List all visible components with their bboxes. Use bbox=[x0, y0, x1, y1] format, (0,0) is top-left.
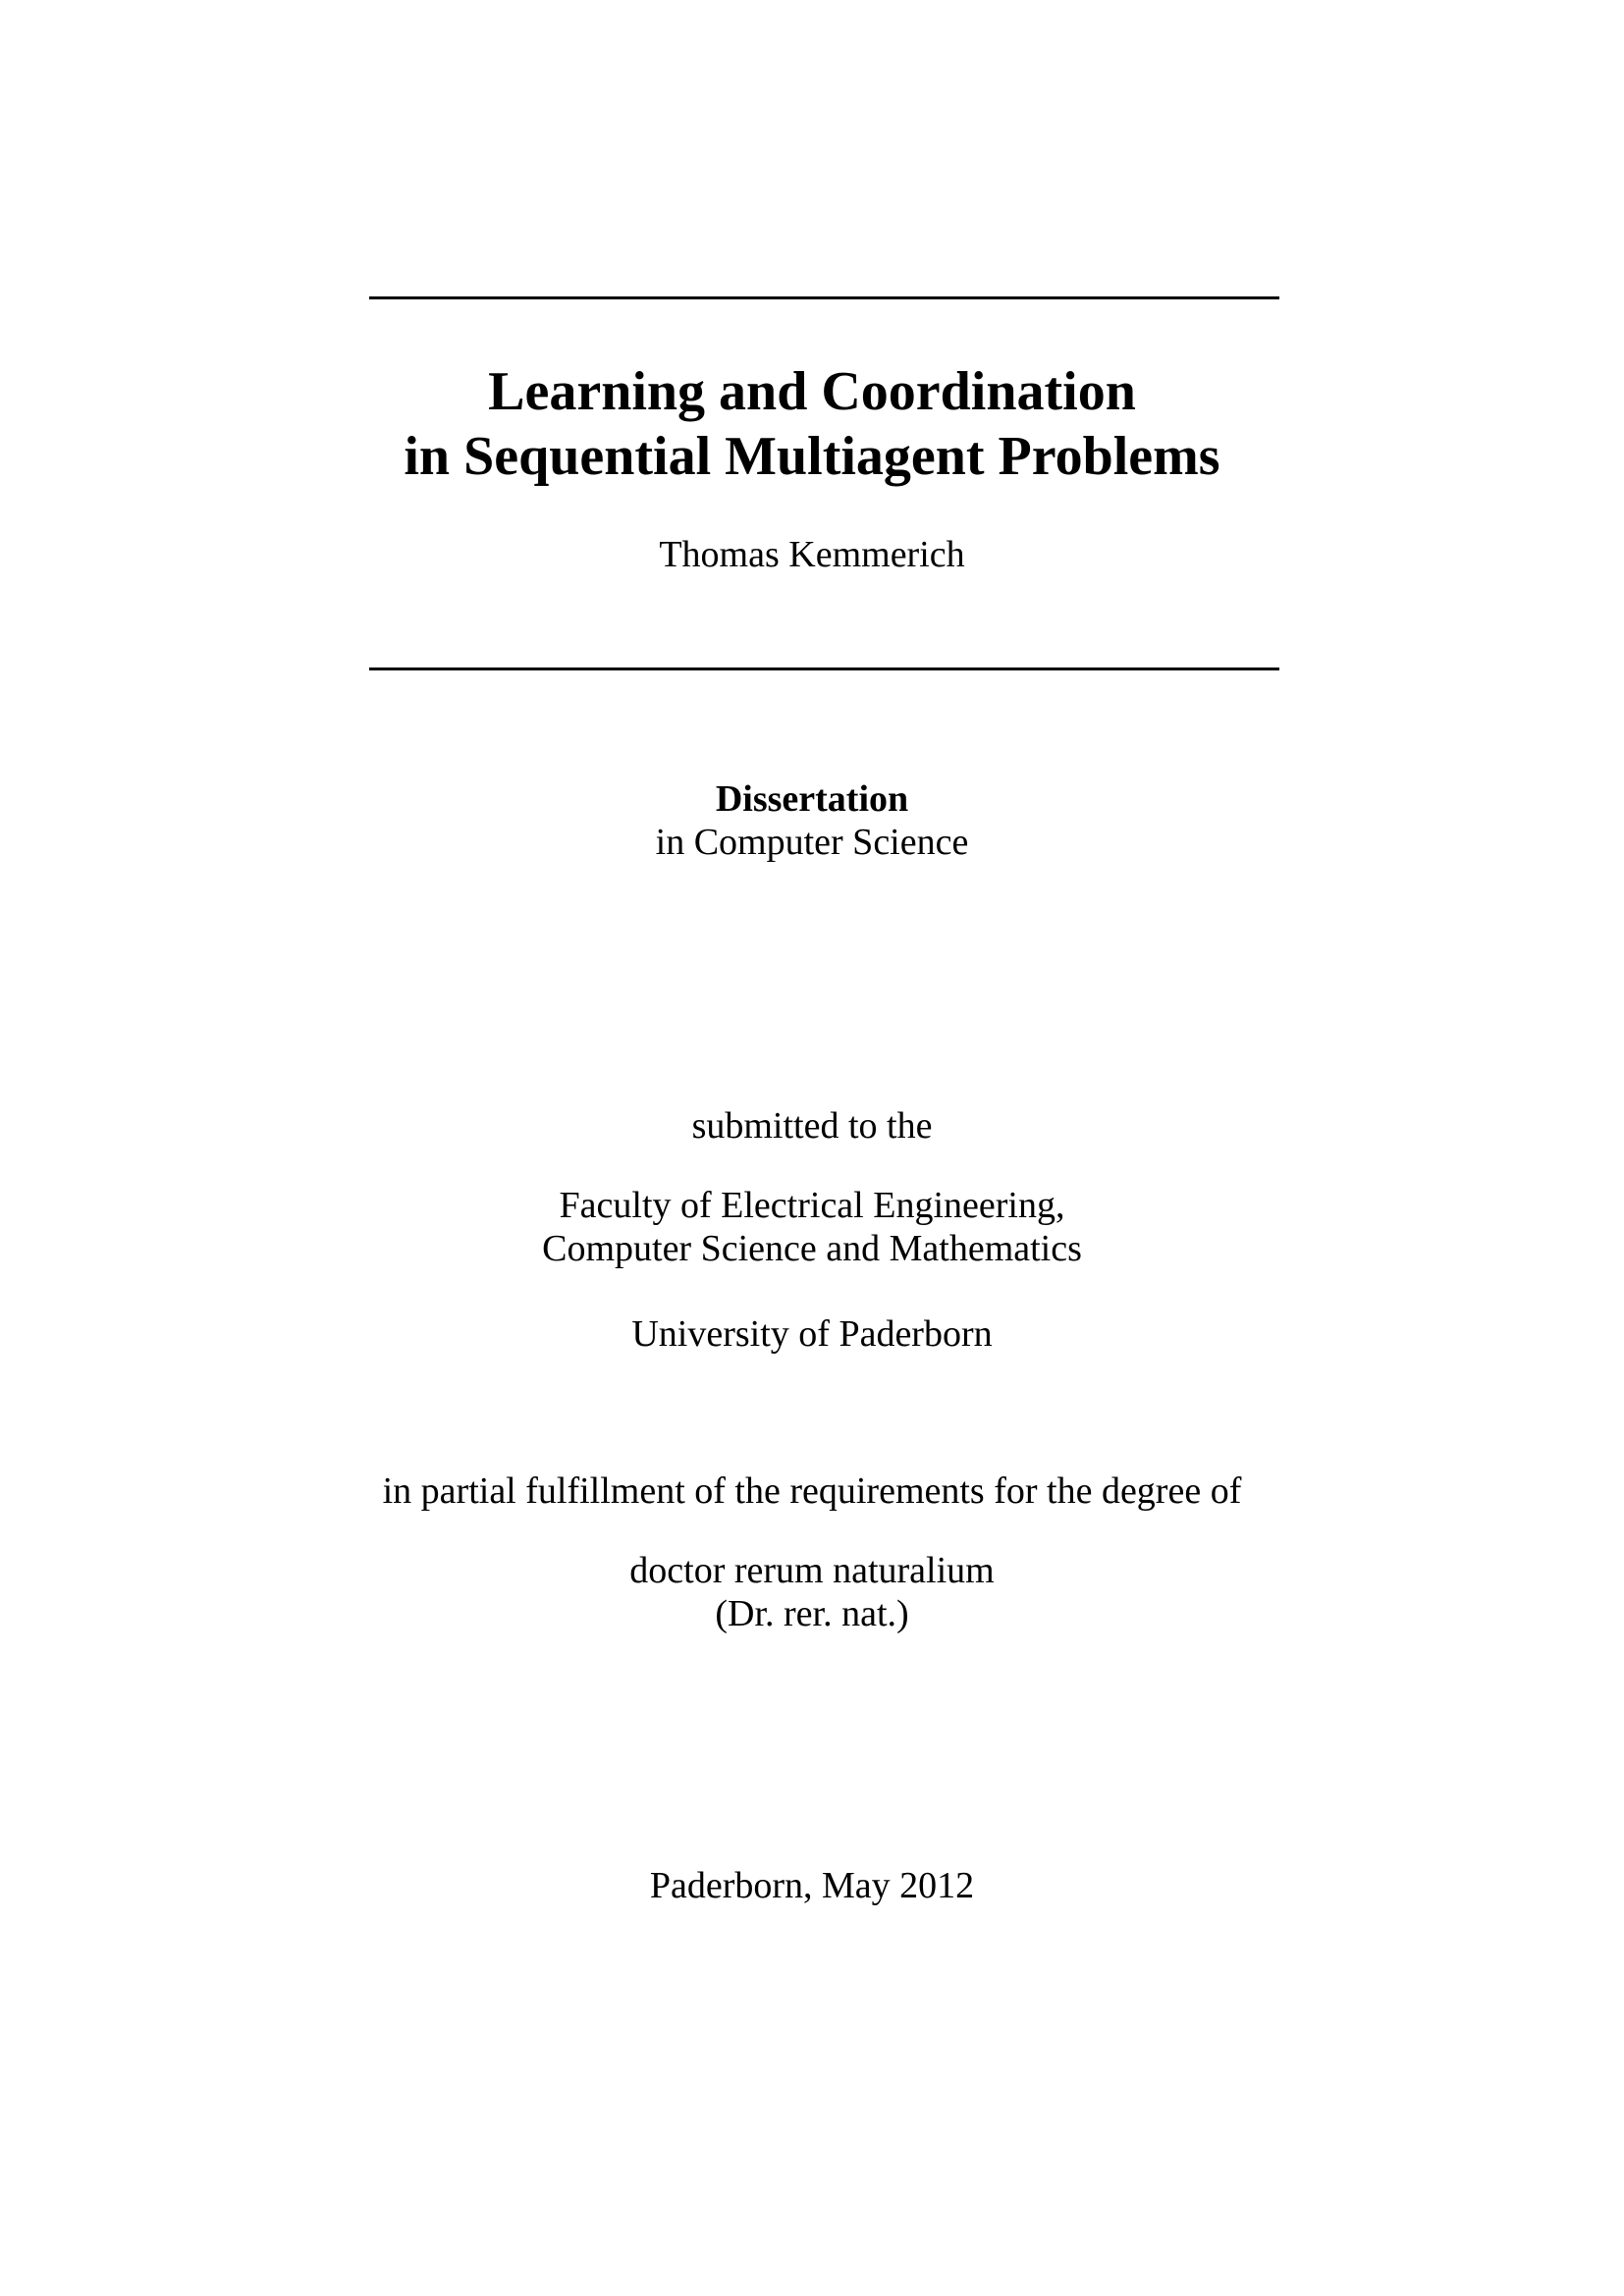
degree-name bbox=[0, 1549, 1624, 1635]
degree-abbreviation: (Dr. rer. nat.) bbox=[715, 1593, 909, 1634]
requirement-statement bbox=[0, 1467, 1624, 1516]
top-rule bbox=[369, 296, 1279, 299]
submission-intro-text: submitted to the bbox=[691, 1105, 933, 1147]
author-text: Thomas Kemmerich bbox=[659, 534, 965, 575]
university-text: University of Paderborn bbox=[631, 1313, 993, 1355]
document-field: in Computer Science bbox=[655, 822, 969, 863]
document-type-label: Dissertation bbox=[715, 778, 909, 820]
faculty-name bbox=[0, 1184, 1624, 1270]
submission-intro bbox=[0, 1101, 1624, 1150]
title-line-1: Learning and Coordination bbox=[488, 361, 1136, 422]
faculty-line-1: Faculty of Electrical Engineering, bbox=[559, 1185, 1065, 1226]
title-line-2: in Sequential Multiagent Problems bbox=[404, 426, 1220, 487]
place-date-text: Paderborn, May 2012 bbox=[649, 1865, 975, 1906]
faculty-line-2: Computer Science and Mathematics bbox=[542, 1228, 1082, 1269]
author-name bbox=[0, 530, 1624, 579]
degree-full-name: doctor rerum naturalium bbox=[629, 1550, 995, 1591]
place-and-date bbox=[0, 1861, 1624, 1910]
thesis-title bbox=[0, 359, 1624, 489]
university-name bbox=[0, 1309, 1624, 1359]
document-type bbox=[0, 777, 1624, 864]
bottom-rule bbox=[369, 667, 1279, 670]
requirement-text: in partial fulfillment of the requirements for the degree of bbox=[382, 1470, 1242, 1512]
